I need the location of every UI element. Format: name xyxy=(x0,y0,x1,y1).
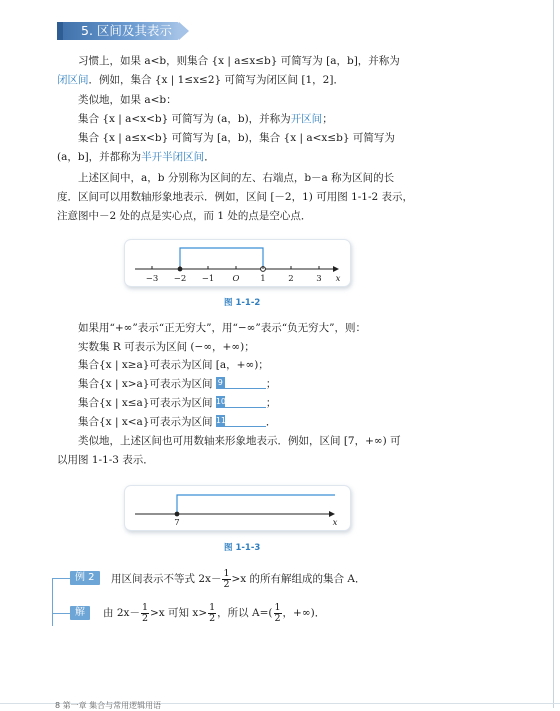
para2-line2-pre: 集合 {x | a<x<b} 可简写为 (a，b)，并称为 xyxy=(78,113,291,125)
page-footer: 8 第一章 集合与常用逻辑用语 xyxy=(55,701,162,710)
para1-line2-rest: ．例如，集合 {x | 1≤x≤2} 可简写为闭区间 [1，2]． xyxy=(88,74,344,86)
fraction-denominator: 2 xyxy=(209,612,216,624)
para4-line5-text: 集合{x | x≤a}可表示为区间 xyxy=(78,397,213,409)
solution-connector xyxy=(52,613,70,614)
line6-end: ． xyxy=(265,416,277,428)
page-edge-right xyxy=(553,0,554,708)
header-arrow-icon xyxy=(179,22,189,40)
para4-line8: 以用图 1-1-3 表示． xyxy=(57,454,154,466)
tick-label-origin: O xyxy=(232,274,240,284)
fraction-denominator: 2 xyxy=(223,578,230,590)
fraction-numerator: 1 xyxy=(141,601,148,613)
axis-arrow-icon xyxy=(329,511,335,517)
tick-label: 1 xyxy=(260,274,266,284)
solution-badge: 解 xyxy=(70,606,90,620)
term-half-open-interval: 半开半闭区间 xyxy=(141,151,205,163)
tick-label: 7 xyxy=(174,518,180,528)
solution-t2: >x 可知 x> xyxy=(150,607,208,619)
solution-connector-tail xyxy=(52,616,53,626)
figure-1-1-3 xyxy=(124,485,351,531)
fraction-denominator: 2 xyxy=(141,612,148,624)
fraction-one-half xyxy=(222,569,230,590)
example-text-pre: 用区间表示不等式 2x－ xyxy=(111,573,222,585)
solution-t3: ，所以 A=( xyxy=(217,607,273,619)
term-closed-interval: 闭区间 xyxy=(57,74,89,86)
tick-label: 2 xyxy=(288,274,294,284)
para2-line4 xyxy=(57,150,215,165)
axis-label: x xyxy=(332,518,338,528)
example-badge: 例 2 xyxy=(70,571,100,585)
para4-line6-text: 集合{x | x<a}可表示为区间 xyxy=(78,416,213,428)
fraction-numerator: 1 xyxy=(223,567,230,579)
solution-t4: ，+∞)． xyxy=(282,607,326,619)
example-text xyxy=(111,568,365,590)
line5-end: ； xyxy=(265,397,277,409)
fraction-numerator: 1 xyxy=(209,601,216,613)
blank-number: 10 xyxy=(215,397,227,406)
example-connector xyxy=(52,578,70,579)
fraction-one-half xyxy=(208,603,216,624)
para3-line1: 上述区间中，a，b 分别称为区间的左、右端点，b－a 称为区间的长 xyxy=(78,172,395,184)
blank-number: 9 xyxy=(217,378,223,387)
tick-label: −2 xyxy=(173,274,187,284)
fraction-one-half xyxy=(141,603,149,624)
para4-line3: 集合{x | x≥a}可表示为区间 [a，+∞)； xyxy=(78,359,269,371)
figure-2-caption: 图 1-1-3 xyxy=(224,543,261,553)
example-connector-vertical xyxy=(52,578,53,616)
para1-line2 xyxy=(57,73,344,88)
solid-point xyxy=(175,512,180,517)
para4-line5 xyxy=(78,396,276,411)
para1-line1: 习惯上，如果 a<b，则集合 {x | a≤x≤b} 可简写为 [a，b]，并称为 xyxy=(78,55,400,67)
axis-arrow-icon xyxy=(333,266,339,272)
interval-ray xyxy=(177,495,335,514)
solution-t1: 由 2x－ xyxy=(103,607,140,619)
para4-line6 xyxy=(78,415,276,430)
term-open-interval: 开区间 xyxy=(290,113,323,125)
fraction-one-half xyxy=(274,603,282,624)
answer-blank-10[interactable] xyxy=(216,396,266,408)
figure-1-caption: 图 1-1-2 xyxy=(224,298,261,308)
para3-line3: 注意图中－2 处的点是实心点，而 1 处的点是空心点． xyxy=(57,210,312,222)
blank-number: 11 xyxy=(215,416,227,425)
header-tab xyxy=(57,22,63,40)
section-header xyxy=(57,18,197,44)
number-line-1 xyxy=(125,240,350,286)
solution-text xyxy=(103,602,325,624)
interval-bracket xyxy=(180,248,263,269)
number-line-2 xyxy=(125,486,350,530)
figure-1-1-2 xyxy=(124,239,351,287)
para3-line2: 度．区间可以用数轴形象地表示．例如，区间 [－2，1) 可用图 1-1-2 表示， xyxy=(57,191,414,203)
para4-line4 xyxy=(78,377,276,392)
para2-line2 xyxy=(78,112,333,127)
fraction-denominator: 2 xyxy=(274,612,281,624)
para4-line2: 实数集 R 可表示为区间 (−∞，+∞)； xyxy=(78,341,255,353)
para4-line7: 类似地，上述区间也可用数轴来形象地表示．例如，区间 [7，+∞) 可 xyxy=(78,435,401,447)
answer-blank-9[interactable] xyxy=(216,377,266,389)
axis-label: x xyxy=(335,274,341,284)
section-title: 5. 区间及其表示 xyxy=(81,23,172,38)
para2-line2-post: ； xyxy=(322,113,333,125)
line4-end: ； xyxy=(265,378,277,390)
example-text-post: >x 的所有解组成的集合 A． xyxy=(231,573,366,585)
para4-line1: 如果用“+∞”表示“正无穷大”，用“−∞”表示“负无穷大”，则： xyxy=(78,322,367,334)
para2-line3: 集合 {x | a≤x<b} 可简写为 [a，b)，集合 {x | a<x≤b} 可简写为 xyxy=(78,132,395,144)
para2-line1: 类似地，如果 a<b： xyxy=(78,94,177,106)
tick-label: −1 xyxy=(201,274,215,284)
para2-line4-pre: (a，b]，并都称为 xyxy=(57,151,142,163)
para4-line4-text: 集合{x | x>a}可表示为区间 xyxy=(78,378,213,390)
para2-line4-post: ． xyxy=(204,151,215,163)
tick-label: 3 xyxy=(316,274,322,284)
fraction-numerator: 1 xyxy=(274,601,281,613)
tick-label: −3 xyxy=(145,274,159,284)
answer-blank-11[interactable] xyxy=(216,415,266,427)
